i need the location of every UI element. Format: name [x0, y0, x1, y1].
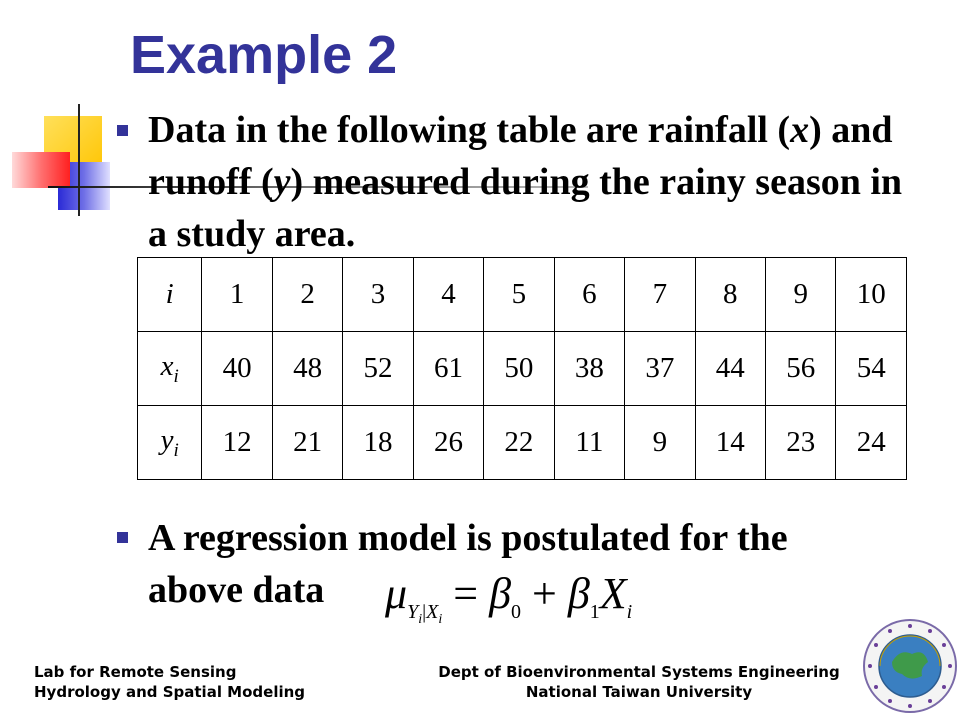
formula-mu-sub-yi: i: [418, 611, 423, 627]
row-label-i: [138, 258, 202, 332]
formula-beta0: β: [489, 569, 511, 618]
formula-x-sub: i: [626, 600, 633, 623]
formula-x: X: [599, 569, 627, 618]
formula-mu-sub-xi: i: [438, 611, 443, 627]
formula-beta0-sub: 0: [510, 600, 521, 623]
bullet-marker: [117, 125, 128, 136]
footer-right: [418, 662, 860, 702]
university-logo: [862, 618, 958, 714]
bullet-text-intro: [148, 104, 928, 260]
formula-mu-sub-x: X: [426, 600, 439, 623]
table-cell: 11: [554, 406, 624, 480]
var-x: x: [790, 109, 810, 151]
row-label-x-text: x: [160, 349, 174, 382]
footer-left-line2: Hydrology and Spatial Modeling: [34, 683, 306, 701]
table-cell: 14: [695, 406, 765, 480]
table-cell: 6: [554, 258, 624, 332]
data-table: [137, 257, 907, 480]
table-cell: 22: [484, 406, 554, 480]
table-cell: 37: [625, 332, 695, 406]
table-cell: 26: [413, 406, 483, 480]
table-cell: 50: [484, 332, 554, 406]
footer-left: [34, 662, 305, 702]
row-label-subscript: i: [173, 365, 179, 387]
bullet-text-model-line2: above data: [148, 569, 325, 611]
table-cell: 7: [625, 258, 695, 332]
formula-equals: =: [453, 569, 479, 618]
bullet1-text-part3: ) measured during the rainy season in a study area.: [148, 161, 903, 255]
table-cell: 56: [766, 332, 836, 406]
table-cell: 12: [202, 406, 272, 480]
table-cell: 5: [484, 258, 554, 332]
row-label-x: [138, 332, 202, 406]
table-cell: 3: [343, 258, 413, 332]
table-cell: 52: [343, 332, 413, 406]
row-label-y: [138, 406, 202, 480]
bullet-text-model-line1: A regression model is postulated for the: [148, 517, 788, 559]
bullet1-text-part2: ) and runoff (: [148, 109, 893, 203]
bullet-marker: [117, 532, 128, 543]
table-row-i: [138, 258, 907, 332]
table-cell: 4: [413, 258, 483, 332]
row-label-i-text: i: [165, 278, 174, 310]
regression-formula: [385, 568, 632, 628]
table-cell: 21: [272, 406, 342, 480]
table-row-y: [138, 406, 907, 480]
decor-red-square: [12, 152, 70, 188]
table-cell: 48: [272, 332, 342, 406]
table-cell: 9: [766, 258, 836, 332]
formula-mu-sub-y: Y: [407, 600, 419, 623]
footer-right-line2: National Taiwan University: [525, 683, 753, 701]
table-cell: 9: [625, 406, 695, 480]
formula-beta1-sub: 1: [589, 600, 600, 623]
footer-left-line1: Lab for Remote Sensing: [34, 663, 237, 681]
var-y: y: [273, 161, 291, 203]
table-cell: 38: [554, 332, 624, 406]
table-row-x: [138, 332, 907, 406]
table-cell: 54: [836, 332, 907, 406]
table-cell: 23: [766, 406, 836, 480]
formula-beta1: β: [567, 569, 590, 618]
page-title: Example 2: [130, 25, 398, 85]
table-cell: 44: [695, 332, 765, 406]
footer-right-line1: Dept of Bioenvironmental Systems Engineering: [438, 663, 840, 681]
table-cell: 24: [836, 406, 907, 480]
formula-plus: +: [531, 569, 557, 618]
decor-vertical-line: [78, 104, 80, 216]
bullet1-text-part1: Data in the following table are rainfall (: [148, 109, 791, 151]
row-label-y-text: y: [160, 423, 174, 456]
table-cell: 61: [413, 332, 483, 406]
formula-mu: μ: [385, 569, 408, 618]
table-cell: 2: [272, 258, 342, 332]
row-label-subscript: i: [173, 439, 179, 461]
table-cell: 1: [202, 258, 272, 332]
table-cell: 40: [202, 332, 272, 406]
table-cell: 8: [695, 258, 765, 332]
formula-bar: |: [422, 600, 427, 623]
table-cell: 10: [836, 258, 907, 332]
table-cell: 18: [343, 406, 413, 480]
